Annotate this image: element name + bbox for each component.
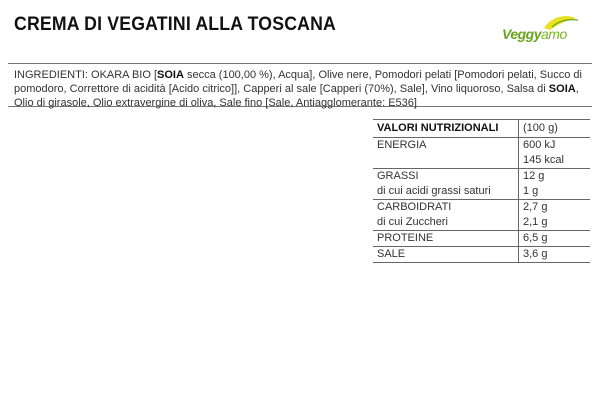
carbs-value: 2,7 g <box>519 200 591 216</box>
nutrition-table <box>373 119 590 263</box>
ingr-allergen-soia-2: SOIA <box>548 83 576 95</box>
saturated-fat-label: di cui acidi grassi saturi <box>373 184 519 200</box>
fat-row <box>373 169 590 185</box>
ingredients-box <box>8 63 592 107</box>
nutrition-header-unit: (100 g) <box>519 120 591 138</box>
ingr-seg-2: secca (100,00 %), Acqua], Olive nere, Pomodori pelati [Pomodori pelati, Succo di pomodoro, Correttore di acidità [Acido citrico]], Capperi al sale [Capperi (70%), Sale], Vino liquoroso, Salsa di <box>14 69 582 95</box>
veggyamo-logo <box>500 14 588 46</box>
protein-value: 6,5 g <box>519 231 591 247</box>
nutrition-header-row <box>373 120 590 138</box>
ingr-seg-0: OKARA BIO [ <box>87 69 158 81</box>
carbs-label: CARBOIDRATI <box>373 200 519 216</box>
salt-value: 3,6 g <box>519 247 591 263</box>
protein-row <box>373 231 590 247</box>
ingredients-label: INGREDIENTI: <box>14 69 88 81</box>
carbs-row <box>373 200 590 216</box>
fat-label: GRASSI <box>373 169 519 185</box>
salt-row <box>373 247 590 263</box>
energy-row <box>373 138 590 154</box>
energy-kj: 600 kJ <box>519 138 591 154</box>
energy-label: ENERGIA <box>373 138 519 154</box>
logo-part-2: amo <box>541 26 567 42</box>
protein-label: PROTEINE <box>373 231 519 247</box>
logo-part-1: Veggy <box>502 26 541 42</box>
sugars-label: di cui Zuccheri <box>373 215 519 231</box>
nutrition-header-label: VALORI NUTRIZIONALI <box>373 120 519 138</box>
salt-label: SALE <box>373 247 519 263</box>
product-title: CREMA DI VEGATINI ALLA TOSCANA <box>14 14 337 35</box>
energy-kcal: 145 kcal <box>519 153 591 169</box>
energy-kcal-row <box>373 153 590 169</box>
sugars-value: 2,1 g <box>519 215 591 231</box>
saturated-fat-row <box>373 184 590 200</box>
logo-wordmark <box>502 26 567 42</box>
fat-value: 12 g <box>519 169 591 185</box>
ingr-seg-4: , Olio di girasole, Olio extravergine di oliva, Sale fino [Sale, Antiagglomerante: E536] <box>14 83 579 109</box>
ingr-allergen-soia-1: SOIA <box>157 69 184 81</box>
sugars-row <box>373 215 590 231</box>
saturated-fat-value: 1 g <box>519 184 591 200</box>
